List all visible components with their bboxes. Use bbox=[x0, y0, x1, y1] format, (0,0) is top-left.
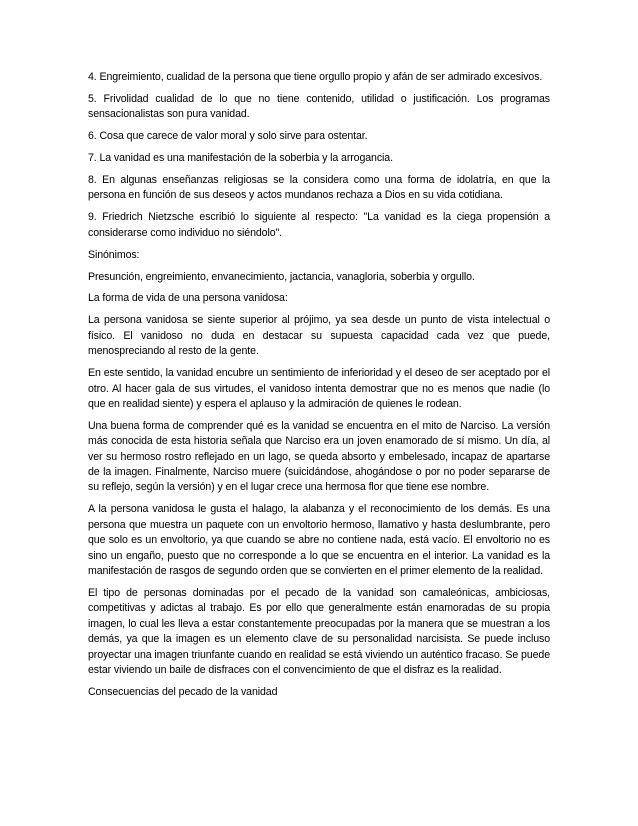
paragraph-superiority: La persona vanidosa se siente superior al prójimo, ya sea desde un punto de vista intelectual o físico. El vanidoso no duda en destacar su supuesta capacidad cada vez que puede, menospreciando al resto de la gente. bbox=[88, 314, 550, 358]
paragraph-inferiority: En este sentido, la vanidad encubre un sentimiento de inferioridad y el deseo de ser aceptado por el otro. Al hacer gala de sus virtudes, el vanidoso intenta demostrar que no es menos que nadie (lo que en realidad siente) y espera el aplauso y la admiración de quienes le rodean. bbox=[88, 367, 550, 410]
paragraph-definition-9: 9. Friedrich Nietzsche escribió lo siguiente al respecto: "La vanidad es la ciega propensión a considerarse como individuo no siéndolo". bbox=[88, 211, 550, 239]
paragraph-definition-4: 4. Engreimiento, cualidad de la persona que tiene orgullo propio y afán de ser admirado excesivos. bbox=[88, 71, 543, 83]
document-page bbox=[88, 70, 550, 707]
paragraph-definition-8: 8. En algunas enseñanzas religiosas se la considera como una forma de idolatría, en que la persona en función de sus deseos y actos mundanos rechaza a Dios en su vida cotidiana. bbox=[88, 174, 550, 202]
paragraph-definition-5: 5. Frivolidad cualidad de lo que no tiene contenido, utilidad o justificación. Los programas sensacionalistas son pura vanidad. bbox=[88, 92, 550, 121]
paragraph-flattery: A la persona vanidosa le gusta el halago, la alabanza y el reconocimiento de los demás. Es una persona que muestra un paquete con un envoltorio hermoso, llamativo y hasta deslumbrante, pero que solo es un envoltorio, ya que cuando se abre no contiene nada, está vacío. El envoltorio no es sino un engaño, puesto que no corresponde a lo que se encuentra en el interior. La vanidad es la manifestación de rasgos de segundo orden que se convierten en el primer elemento de la realidad. bbox=[88, 503, 550, 577]
paragraph-narcissus-myth: Una buena forma de comprender qué es la vanidad se encuentra en el mito de Narciso. La versión más conocida de esta historia señala que Narciso era un joven enamorado de sí mismo. Un día, al ver su hermoso rostro reflejado en un lago, se queda absorto y embelesado, incapaz de apartarse de la imagen. Finalmente, Narciso muere (suicidándose, ahogándose o por no poder separarse de su reflejo, según la versión) y en el lugar crece una hermosa flor que tiene ese nombre. bbox=[88, 419, 550, 494]
heading-lifestyle: La forma de vida de una persona vanidosa: bbox=[88, 292, 288, 305]
paragraph-definition-7: 7. La vanidad es una manifestación de la soberbia y la arrogancia. bbox=[88, 152, 393, 165]
heading-synonyms: Sinónimos: bbox=[88, 248, 140, 261]
paragraph-personality-type: El tipo de personas dominadas por el pecado de la vanidad son camaleónicas, ambiciosas, competitivas y adictas al trabajo. Es por ello que generalmente están enamoradas de su propia imagen, lo cual les lleva a estar constantemente preocupadas por la manera que se muestran a los demás, ya que la imagen es un elemento clave de su personalidad narcisista. Se puede incluso proyectar una imagen triunfante cuando en realidad se está viviendo un auténtico fracaso. Se puede estar viviendo un baile de disfraces con el convencimiento de que el disfraz es la realidad. bbox=[88, 586, 550, 676]
heading-consequences: Consecuencias del pecado de la vanidad bbox=[88, 685, 278, 698]
paragraph-definition-6: 6. Cosa que carece de valor moral y solo sirve para ostentar. bbox=[88, 130, 368, 143]
paragraph-synonyms-list: Presunción, engreimiento, envanecimiento, jactancia, vanagloria, soberbia y orgullo. bbox=[88, 270, 475, 283]
